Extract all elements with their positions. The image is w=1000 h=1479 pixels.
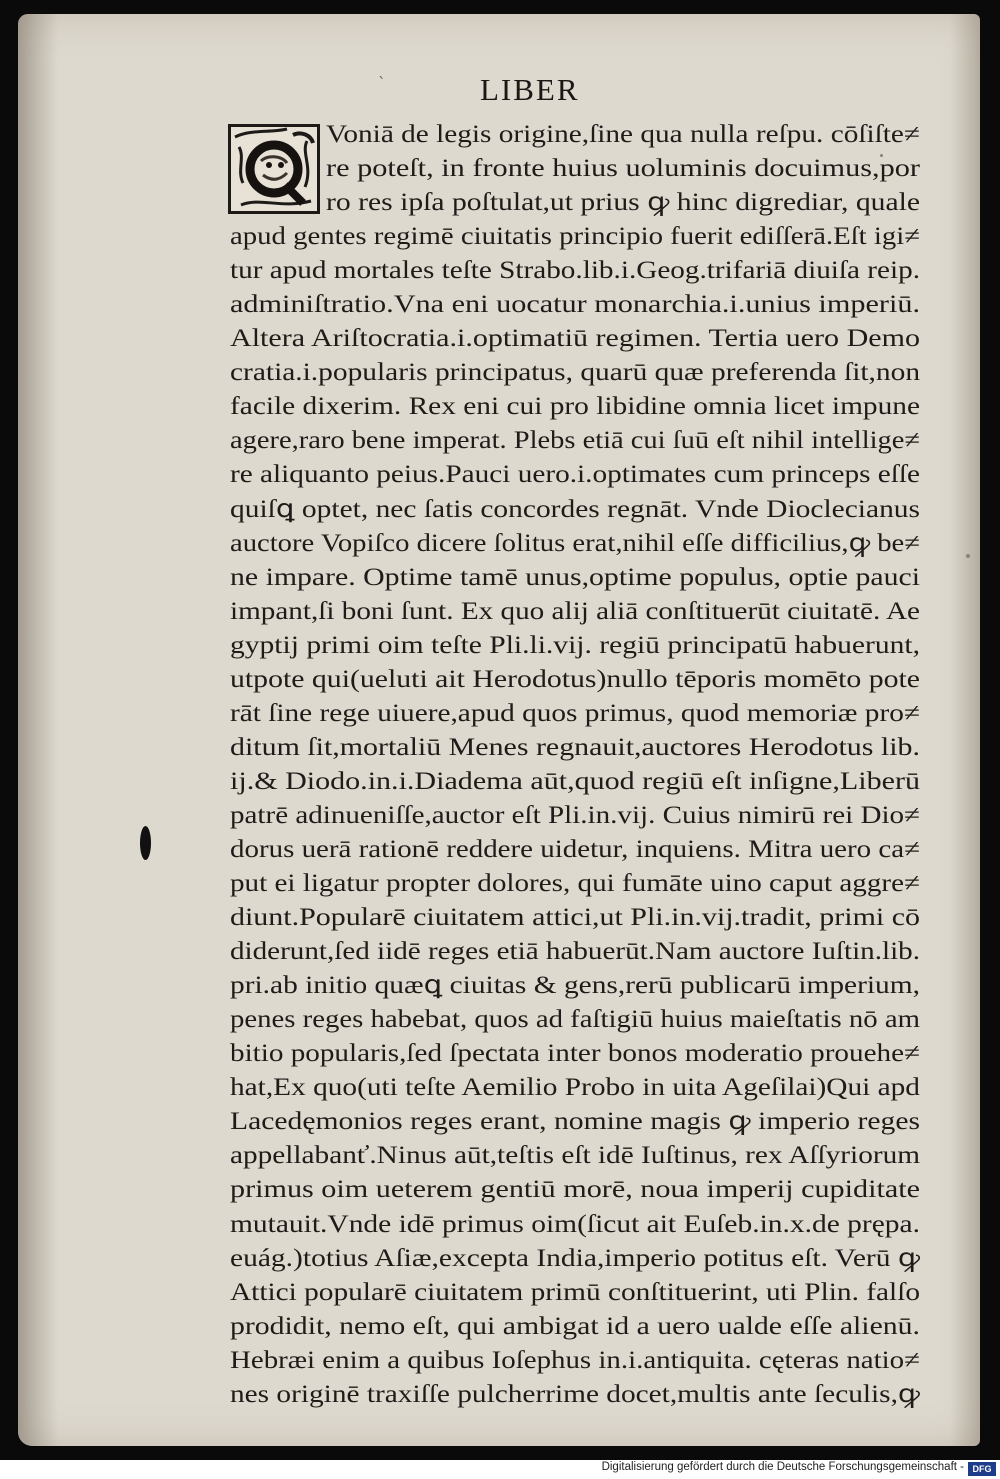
text-line: mutauit.Vnde idē primus oim(ſicut ait Euſeb.in.x.de prępa. xyxy=(230,1210,920,1238)
text-line: cratia.i.popularis principatus, quarū quæ preferenda ſit,non xyxy=(230,359,921,387)
text-line: euág.)totius Aſiæ,excepta India,imperio potitus eſt. Verū ꝙ xyxy=(230,1244,921,1272)
text-line: Hebræi enim a quibus Ioſephus in.i.antiquita. cęteras natio≠ xyxy=(230,1346,920,1374)
text-line: Voniā de legis origine,ſine qua nulla reſpu. cōſiſte≠ xyxy=(326,121,920,148)
body-text xyxy=(230,118,920,1412)
text-line: primus oim ueterem gentiū morē, noua imperij cupiditate xyxy=(230,1176,920,1204)
text-line: diderunt,ſed iidē reges etiā habuerūt.Nam auctore Iuſtin.lib. xyxy=(230,938,920,966)
text-line: tur apud mortales teſte Strabo.lib.i.Geog.trifariā diuiſa reip. xyxy=(230,257,920,285)
text-line: Attici popularē ciuitatem primū conſtituerint, uti Plin. falſo xyxy=(230,1278,921,1306)
text-line: appellabanť.Ninus aūt,teſtis eſt idē Iuſtinus, rex Aſſyriorum xyxy=(230,1142,921,1170)
text-line: ro res ipſa poſtulat,ut prius ꝙ hinc digrediar, quale xyxy=(326,189,921,217)
head-mark: ` xyxy=(378,74,386,93)
text-line: bitio popularis,ſed ſpectata inter bonos moderatio prouehe≠ xyxy=(230,1040,921,1068)
text-line: Altera Ariſtocratia.i.optimatiū regimen. Tertia uero Demo xyxy=(230,325,921,353)
text-line: diunt.Popularē ciuitatem attici,ut Pli.in.vij.tradit, primi cō xyxy=(230,904,920,932)
text-line: ij.& Diodo.in.i.Diadema aūt,quod regiū eſt inſigne,Liberū xyxy=(230,767,920,795)
footer-credit: Digitalisierung gefördert durch die Deutsche Forschungsgemeinschaft - xyxy=(601,1461,964,1473)
text-line: dorus uerā rationē reddere uidetur, inquiens. Mitra uero ca≠ xyxy=(230,835,920,863)
text-line: hat,Ex quo(uti teſte Aemilio Probo in uita Ageſilai)Qui apd xyxy=(230,1074,920,1102)
running-head: LIBER xyxy=(480,72,580,107)
text-line: facile dixerim. Rex eni cui pro libidine omnia licet impune xyxy=(230,393,921,421)
text-line: adminiſtratio.Vna eni uocatur monarchia.i.unius imperiū. xyxy=(230,291,921,319)
spine-shadow xyxy=(18,14,58,1446)
text-line: ditum ſit,mortaliū Menes regnauit,auctores Herodotus lib. xyxy=(230,733,920,761)
dfg-logo-icon: DFG xyxy=(968,1462,996,1476)
page-edge xyxy=(950,14,980,1446)
text-line: re aliquanto peius.Pauci uero.i.optimates cum princeps eſſe xyxy=(230,461,921,489)
text-line: impant,ſi boni ſunt. Ex quo alij aliā conſtituerūt ciuitatē. Ae xyxy=(230,597,920,625)
text-line: penes reges habebat, quos ad faſtigiū huius maieſtatis nō am xyxy=(230,1006,920,1034)
text-line: put ei ligatur propter dolores, qui fumāte uino caput aggre≠ xyxy=(230,870,920,898)
text-line: ne impare. Optime tamē unus,optime populus, optie pauci xyxy=(230,563,920,591)
text-line: patrē adinueniſſe,auctor eſt Pli.in.vij. Cuius nimirū rei Dio≠ xyxy=(230,801,921,829)
text-line: agere,raro bene imperat. Plebs etiā cui ſuū eſt nihil intellige≠ xyxy=(230,427,921,455)
text-line: prodidit, nemo eſt, qui ambigat id a uero ualde eſſe alienū. xyxy=(230,1312,920,1340)
text-line: quiſꝗ optet, nec ſatis concordes regnāt. Vnde Dioclecianus xyxy=(230,495,921,523)
text-line: Lacedęmonios reges erant, nomine magis ꝙ imperio reges xyxy=(230,1108,921,1136)
text-line: pri.ab initio quæꝗ ciuitas & gens,rerū publicarū imperium, xyxy=(230,972,920,1000)
ink-smudge xyxy=(140,826,151,860)
text-line: nes originē traxiſſe pulcherrime docet,multis ante ſeculis,ꝙ xyxy=(230,1380,920,1408)
text-line: utpote qui(ueluti ait Herodotus)nullo tēporis momēto pote xyxy=(230,665,921,693)
text-line: auctore Vopiſco dicere ſolitus erat,nihil eſſe difficilius,ꝙ be≠ xyxy=(230,529,920,557)
text-line: rāt ſine rege uiuere,apud quos primus, quod memoriæ pro≠ xyxy=(230,699,920,727)
text-line: re poteſt, in fronte huius uoluminis docuimus,por xyxy=(326,155,921,183)
text-line: gyptij primi oim teſte Pli.li.vij. regiū principatū habuerunt, xyxy=(230,631,920,659)
paper-speck xyxy=(966,554,970,558)
text-line: apud gentes regimē ciuitatis principio fuerit ediſſerā.Eſt igi≠ xyxy=(230,223,921,251)
